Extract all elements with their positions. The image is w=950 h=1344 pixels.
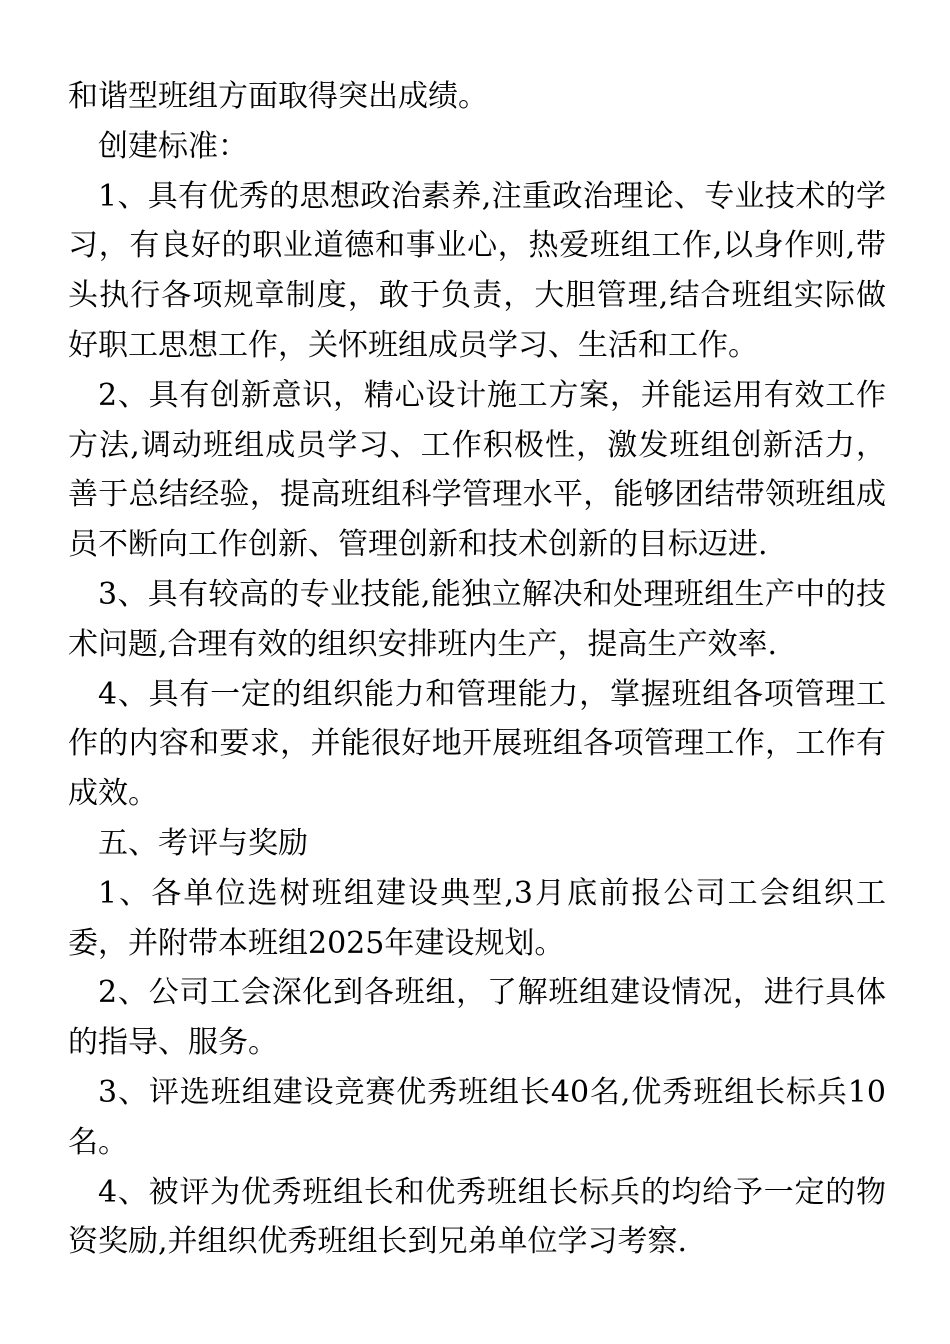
evaluation-item-1: 1、各单位选树班组建设典型,3月底前报公司工会组织工委，并附带本班组2025年建设规划。	[68, 875, 886, 961]
document-page	[68, 72, 886, 1267]
paragraph-continuation: 和谐型班组方面取得突出成绩。	[68, 79, 488, 114]
criteria-item-2: 2、具有创新意识，精心设计施工方案，并能运用有效工作方法,调动班组成员学习、工作积极性，激发班组创新活力，善于总结经验，提高班组科学管理水平，能够团结带领班组成员不断向工作创新、管理创新和技术创新的目标迈进.	[68, 377, 886, 563]
section-heading-criteria: 创建标准：	[98, 128, 248, 164]
criteria-item-4: 4、具有一定的组织能力和管理能力，掌握班组各项管理工作的内容和要求，并能很好地开展班组各项管理工作，工作有成效。	[68, 676, 886, 812]
evaluation-item-4: 4、被评为优秀班组长和优秀班组长标兵的均给予一定的物资奖励,并组织优秀班组长到兄弟单位学习考察.	[68, 1174, 886, 1260]
criteria-item-3: 3、具有较高的专业技能,能独立解决和处理班组生产中的技术问题,合理有效的组织安排班内生产，提高生产效率.	[68, 576, 886, 662]
evaluation-item-2: 2、公司工会深化到各班组，了解班组建设情况，进行具体的指导、服务。	[68, 975, 886, 1061]
criteria-item-1: 1、具有优秀的思想政治素养,注重政治理论、专业技术的学习，有良好的职业道德和事业心，热爱班组工作,以身作则,带头执行各项规章制度，敢于负责，大胆管理,结合班组实际做好职工思想工作，关怀班组成员学习、生活和工作。	[68, 178, 886, 363]
section-heading-evaluation: 五、考评与奖励	[98, 825, 308, 861]
evaluation-item-3: 3、评选班组建设竞赛优秀班组长40名,优秀班组长标兵10名。	[68, 1074, 886, 1160]
